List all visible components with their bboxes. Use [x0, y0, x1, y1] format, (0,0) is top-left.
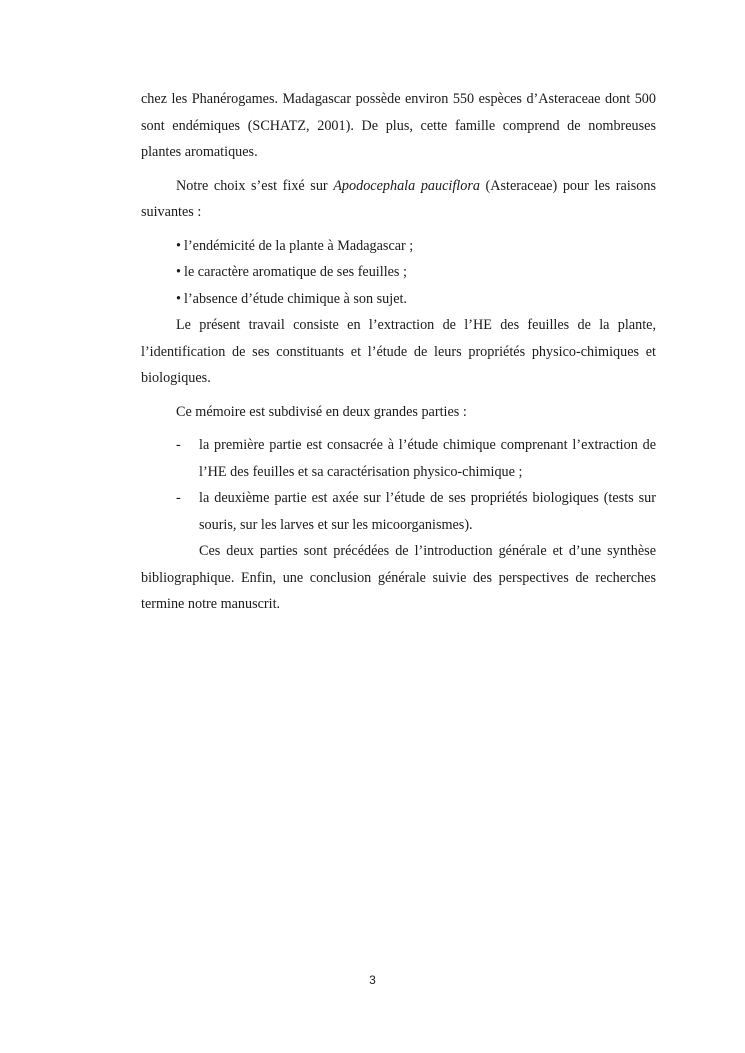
reasons-list [141, 233, 656, 313]
bullet-icon: • [176, 264, 181, 280]
paragraph-structure: Ce mémoire est subdivisé en deux grandes parties : [176, 403, 467, 420]
paragraph-asteraceae: chez les Phanérogames. Madagascar possède environ 550 espèces d’Asteraceae dont 500 sont endémiques (SCHATZ, 2001). De plus, cette famille comprend de nombreuses plantes aromatiques. [141, 91, 656, 160]
dash-icon: - [176, 490, 181, 506]
paragraph-present-work: Le présent travail consiste en l’extraction de l’HE des feuilles de la plante, l’identification de ses constituants et l’étude de leurs propriétés physico-chimiques et biologiques. [141, 317, 656, 386]
reason-text: l’absence d’étude chimique à son sujet. [184, 290, 407, 307]
parts-list [141, 432, 656, 538]
paragraph-conclusion: Ces deux parties sont précédées de l’introduction générale et d’une synthèse bibliographique. Enfin, une conclusion générale suivie des perspectives de recherches termine notre manuscrit. [141, 543, 656, 612]
body-text [141, 86, 656, 618]
reason-item [176, 233, 656, 260]
reason-item [176, 259, 656, 286]
part-item [141, 432, 656, 485]
choice-text-end: (Asteraceae) pour les raisons suivantes : [141, 177, 656, 220]
bullet-icon: • [176, 290, 181, 307]
dash-icon: - [176, 437, 181, 453]
part-item [141, 485, 656, 538]
reason-text: le caractère aromatique de ses feuilles ; [184, 264, 407, 280]
choice-text-start: Notre choix s’est fixé sur [176, 177, 334, 194]
reason-text: l’endémicité de la plante à Madagascar ; [184, 237, 414, 254]
species-name: Apodocephala pauciflora [333, 177, 480, 194]
part-text: la première partie est consacrée à l’étude chimique comprenant l’extraction de l’HE des feuilles et sa caractérisation physico-chimique ; [199, 437, 656, 480]
page-number: 3 [369, 973, 376, 987]
bullet-icon: • [176, 237, 181, 254]
paragraph-choice [141, 173, 656, 226]
reason-item [176, 286, 656, 313]
part-text: la deuxième partie est axée sur l’étude de ses propriétés biologiques (tests sur souris, sur les larves et sur les micoorganismes). [199, 490, 656, 533]
